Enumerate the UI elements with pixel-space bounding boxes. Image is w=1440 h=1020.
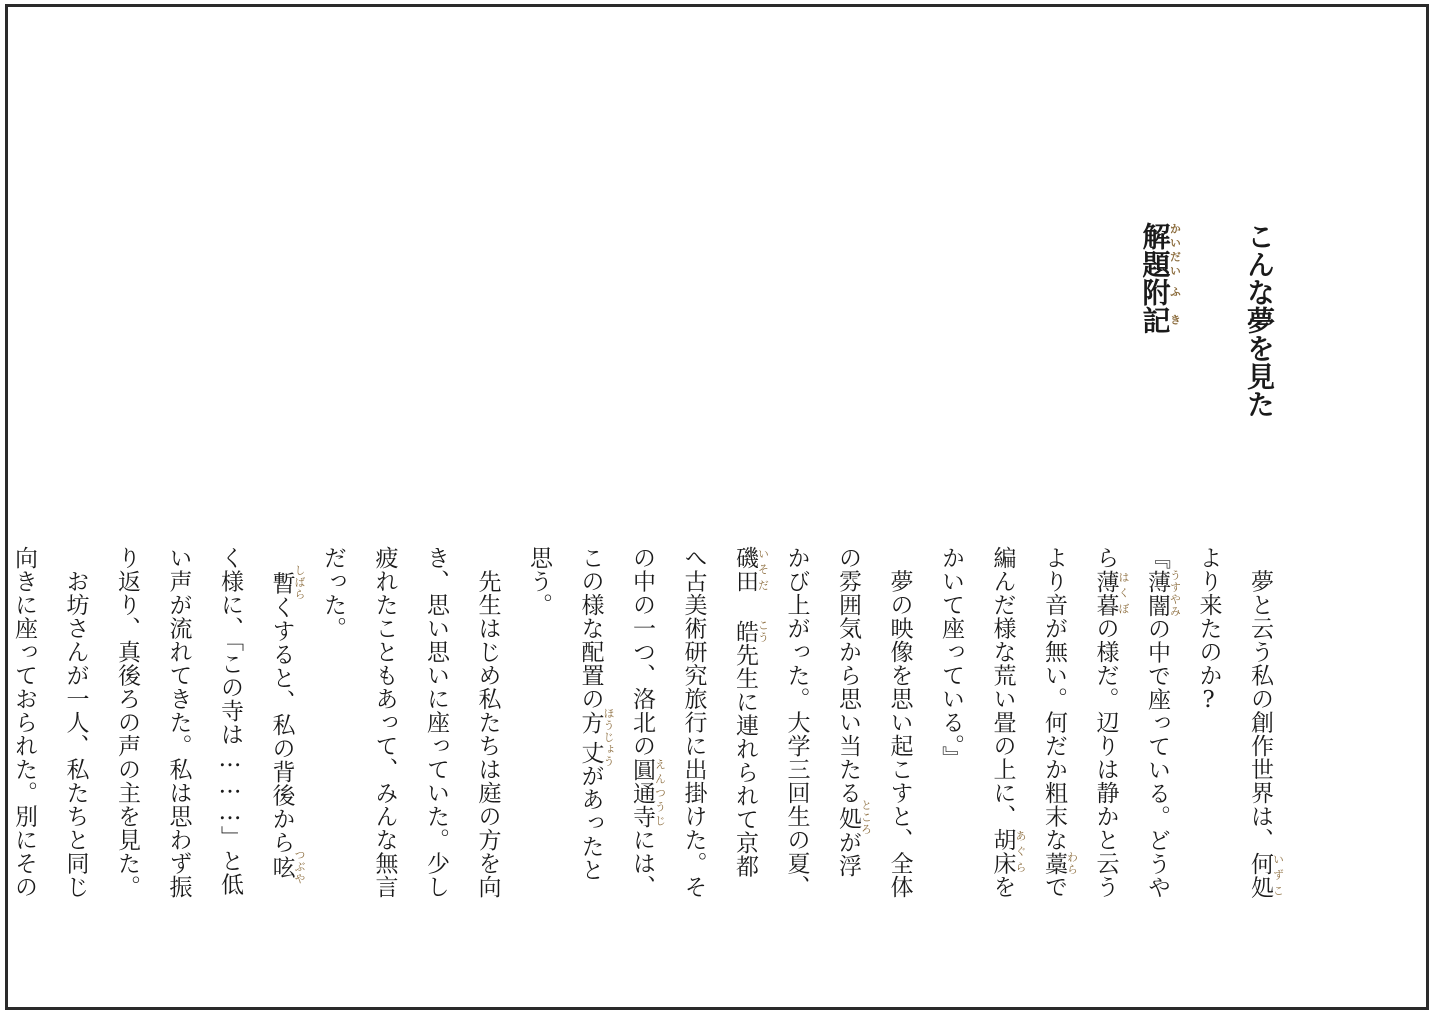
text-run: [732, 593, 758, 620]
ruby-base: 何処: [1247, 851, 1273, 899]
paragraph-p3: [513, 546, 925, 900]
text-run: が浮かび上がった。大学三回生の夏、: [783, 546, 861, 899]
ruby-word: [1092, 569, 1130, 617]
ruby-base: 薄暮: [1092, 569, 1119, 617]
ruby-base: 圓通寺: [629, 757, 655, 829]
ruby-reading: えんつうじ: [653, 757, 667, 829]
main-title: こんな夢を見た: [1243, 222, 1276, 418]
subtitle-part-b: 附記: [1138, 278, 1172, 334]
ruby-word: [989, 828, 1027, 876]
ruby-reading: はくぼ: [1117, 569, 1130, 617]
subtitle-ruby-b: ふき: [1168, 278, 1182, 334]
text-run: 先生に連れられて京都へ古美術研究旅行に出掛けた。その中の一つ、洛北の: [629, 546, 758, 899]
ruby-word: [629, 757, 667, 829]
ruby-reading: しばら: [293, 564, 306, 601]
ruby-base: 藁: [1041, 851, 1067, 876]
title-column: [0, 160, 1285, 546]
ruby-base: 処: [835, 799, 861, 836]
paragraph-p5: [101, 546, 307, 900]
text-run: く様に、「この寺は………」と低い声が流れてきた。私は思わず振り返り、真後ろの声の主を見た。: [114, 546, 243, 899]
text-run: くすると、私の背後から: [268, 595, 295, 855]
text-run: で編んだ様な荒い畳の上に、: [989, 546, 1067, 899]
text-run: 夢と云う私の創作世界は、: [1247, 569, 1273, 852]
paragraph-p2: [925, 546, 1183, 900]
text-run: より来たのか?: [1195, 546, 1222, 714]
ruby-reading: あぐら: [1014, 828, 1027, 876]
text-run: お坊さんが一人、私たちと同じ向きに座っておられた。別にその: [11, 546, 89, 899]
ruby-base: 方丈: [577, 707, 604, 768]
subtitle-part-a: 解題: [1138, 222, 1172, 278]
text-run: 『: [1144, 546, 1170, 570]
text-run: の様だ。辺りは静かと云うより音が無い。何だか粗末な: [1041, 546, 1119, 899]
paragraph-p4: [307, 546, 513, 900]
ruby-base: 薄闇: [1144, 569, 1170, 618]
vertical-text-block: [0, 160, 1285, 900]
ruby-reading: こう: [756, 619, 770, 644]
ruby-reading: ほうじょう: [602, 707, 615, 768]
ruby-reading: いずこ: [1271, 851, 1285, 899]
ruby-word: [732, 619, 770, 644]
body-text: [0, 546, 1285, 900]
text-run: には、この様な配置の: [577, 546, 655, 899]
ruby-base: 暫: [268, 564, 295, 601]
ruby-reading: わら: [1065, 851, 1079, 876]
text-run: の中で座っている。どうやら: [1092, 546, 1170, 900]
ruby-word: [577, 707, 615, 768]
ruby-reading: ところ: [859, 799, 873, 836]
ruby-word: [1041, 851, 1079, 876]
text-run: をかいて座っている。』: [938, 546, 1016, 899]
ruby-word: [835, 799, 873, 836]
ruby-base: 呟: [268, 849, 295, 886]
ruby-base: 皓: [732, 619, 758, 644]
subtitle-ruby-a: かいだい: [1168, 222, 1182, 278]
subtitle: [1129, 222, 1182, 546]
ruby-word: [268, 849, 306, 886]
ruby-reading: いそだ: [756, 546, 770, 594]
ruby-word: [268, 564, 306, 601]
paragraph-p6: [0, 546, 101, 900]
ruby-base: 磯田: [732, 546, 758, 594]
ruby-word: [1144, 569, 1182, 618]
text-run: があったと思う。: [526, 546, 604, 882]
ruby-reading: つぶや: [293, 849, 306, 886]
ruby-word: [732, 546, 770, 594]
ruby-base: 胡床: [989, 828, 1016, 876]
text-run: 夢の映像を思い起こすと、全体の雰囲気から思い当たる: [835, 546, 913, 899]
ruby-reading: うすやみ: [1168, 569, 1182, 618]
ruby-word: [1247, 851, 1285, 899]
paragraph-p1: [1182, 546, 1285, 900]
text-run: 先生はじめ私たちは庭の方を向き、思い思いに座っていた。少し疲れたこともあって、みんな無言だった。: [320, 546, 501, 899]
